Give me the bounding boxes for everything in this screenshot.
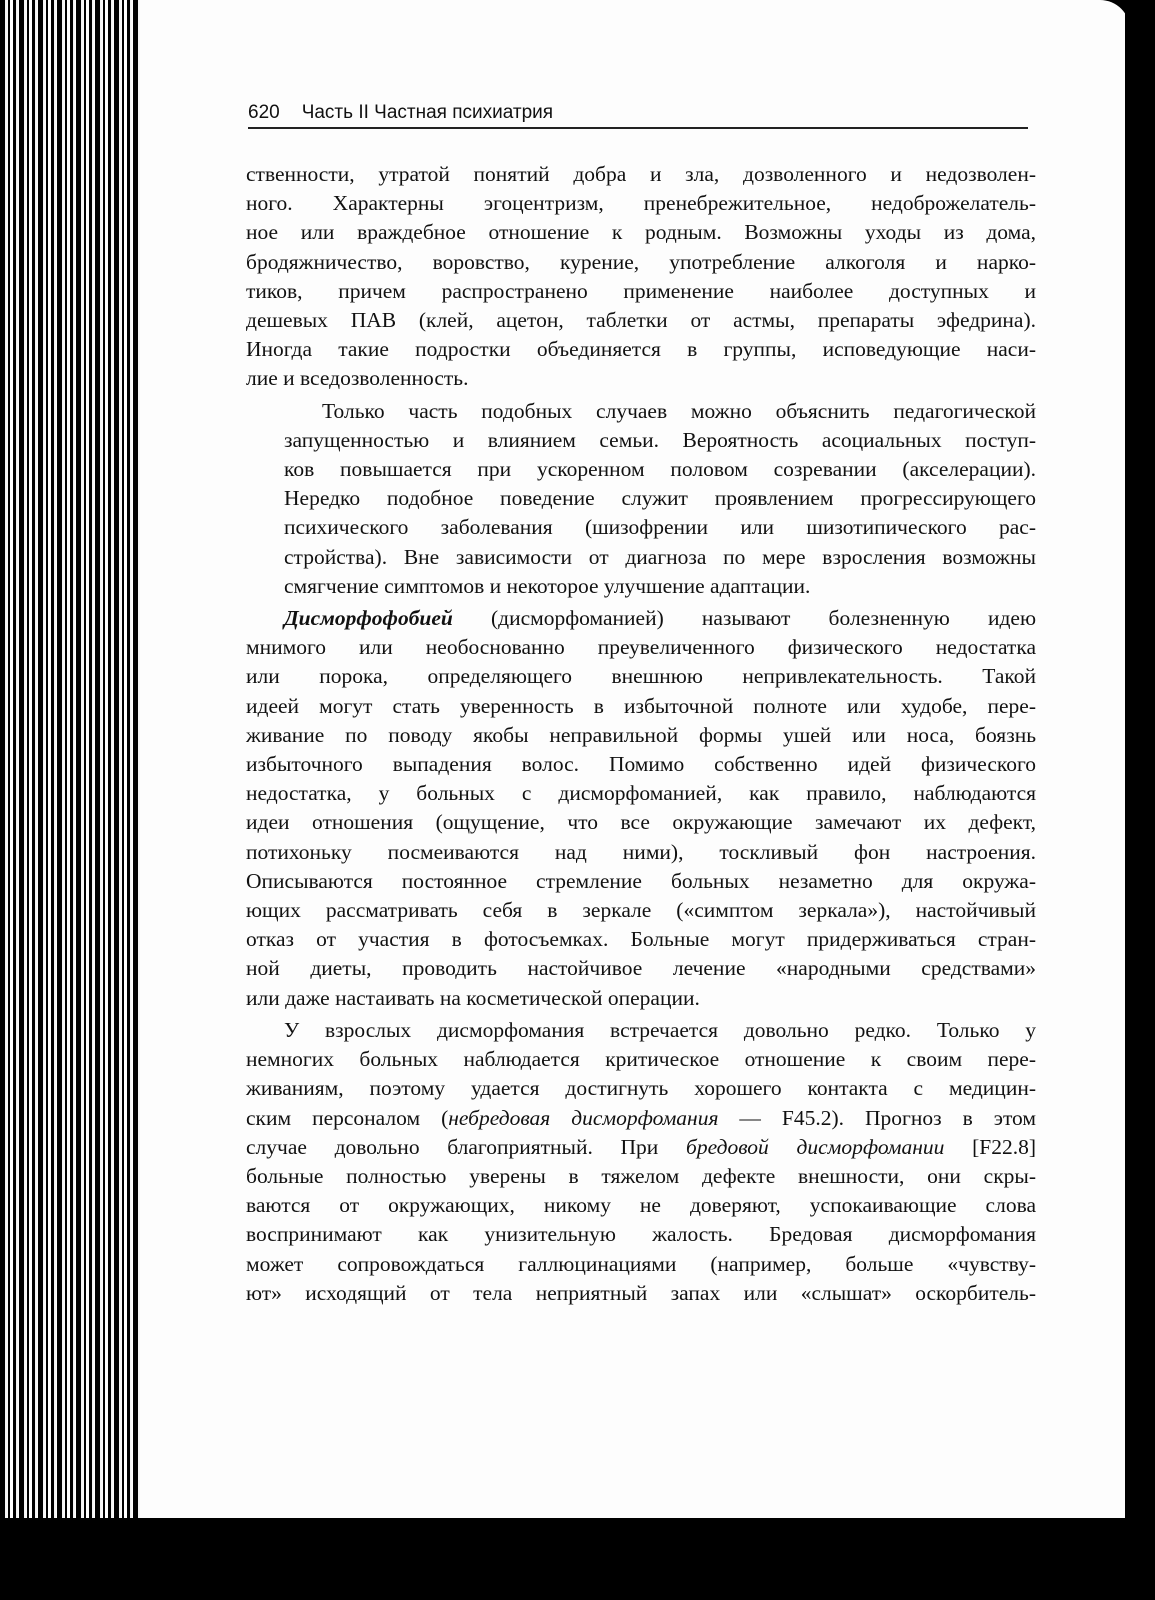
text-fragment: — F45.2). Прогноз в этом <box>718 1105 1037 1130</box>
text-line: мнимого или необоснованно преувеличенного физического недостатка <box>246 635 1036 660</box>
text-line: живание по поводу якобы неправильной формы ушей или носа, боязнь <box>246 722 1036 747</box>
text-line: ваются от окружающих, никому не доверяют, успокаивающие слова <box>246 1193 1036 1218</box>
text-line <box>246 1104 1036 1133</box>
text-fragment: [F22.8] <box>944 1134 1037 1159</box>
text-fragment: (дисморфоманией) называют болезненную идею <box>452 606 1036 631</box>
text-line: ков повышается при ускоренном половом созревании (акселерации). <box>284 457 1036 482</box>
text-line <box>246 604 1036 633</box>
book-page-edges <box>0 0 148 1520</box>
text-line: потихоньку посмеиваются над ними), тоскливый фон настроения. <box>246 839 1036 864</box>
text-line: У взрослых дисморфомания встречается довольно редко. Только у <box>284 1017 1036 1042</box>
running-title: Часть II Частная психиатрия <box>301 102 554 123</box>
text-line: немногих больных наблюдается критическое отношение к своим пере- <box>246 1047 1036 1072</box>
text-line: бродяжничество, воровство, курение, употребление алкоголя и нарко- <box>246 249 1036 274</box>
text-line: смягчение симптомов и некоторое улучшение адаптации. <box>284 573 811 598</box>
text-line: отказ от участия в фотосъемках. Больные могут придерживаться стран- <box>246 927 1036 952</box>
paragraph-4 <box>246 1016 1036 1308</box>
body-text <box>246 160 1036 1311</box>
text-line: может сопровождаться галлюцинациями (например, больше «чувству- <box>246 1251 1036 1276</box>
text-line: запущенностью и влиянием семьи. Вероятность асоциальных поступ- <box>284 427 1036 452</box>
paragraph-2 <box>246 397 1036 601</box>
text-line: воспринимают как унизительную жалость. Бредовая дисморфомания <box>246 1222 1036 1247</box>
text-line: избыточного выпадения волос. Помимо собственно идей физического <box>246 752 1036 777</box>
text-line: лие и вседозволенность. <box>246 366 469 391</box>
text-line: или даже настаивать на косметической операции. <box>246 985 700 1010</box>
text-line: Нередко подобное поведение служит проявлением прогрессирующего <box>284 486 1036 511</box>
text-line: психического заболевания (шизофрении или шизотипического рас- <box>284 515 1036 540</box>
text-line: Описываются постоянное стремление больных незаметно для окружа- <box>246 868 1036 893</box>
text-line: живаниям, поэтому удается достигнуть хорошего контакта с медицин- <box>246 1076 1036 1101</box>
text-line: дешевых ПАВ (клей, ацетон, таблетки от астмы, препараты эфедрина). <box>246 308 1036 333</box>
text-line: больные полностью уверены в тяжелом дефекте внешности, они скры- <box>246 1163 1036 1188</box>
scan-border-bottom <box>0 1518 1155 1600</box>
scan-border-right <box>1125 0 1155 1600</box>
text-line: ющих рассматривать себя в зеркале («симптом зеркала»), настойчивый <box>246 898 1036 923</box>
page-number: 620 <box>248 102 280 123</box>
paragraph-1 <box>246 160 1036 394</box>
text-line: или порока, определяющего внешнюю непривлекательность. Такой <box>246 664 1036 689</box>
text-line: Только часть подобных случаев можно объяснить педагогической <box>322 398 1036 423</box>
text-line <box>246 1133 1036 1162</box>
text-line: ной диеты, проводить настойчивое лечение «народными средствами» <box>246 956 1036 981</box>
text-line: ного. Характерны эгоцентризм, пренебрежительное, недоброжелатель- <box>246 191 1036 216</box>
paragraph-3 <box>246 604 1036 1013</box>
text-line: стройства). Вне зависимости от диагноза по мере взросления возможны <box>284 544 1036 569</box>
text-line: тиков, причем распространено применение наиболее доступных и <box>246 278 1036 303</box>
text-line: Иногда такие подростки объединяется в группы, исповедующие наси- <box>246 337 1036 362</box>
term-delusional: бредовой дисморфомании <box>686 1134 945 1159</box>
term-dysmorphophobia: Дисморфофобией <box>284 606 453 631</box>
text-line: недостатка, у больных с дисморфоманией, как правило, наблюдаются <box>246 781 1036 806</box>
text-fragment: случае довольно благоприятный. При <box>246 1134 687 1159</box>
text-line: ное или враждебное отношение к родным. Возможны уходы из дома, <box>246 220 1036 245</box>
text-line: идеи отношения (ощущение, что все окружающие замечают их дефект, <box>246 810 1036 835</box>
book-page <box>140 0 1130 1520</box>
running-head <box>248 102 1028 129</box>
text-line: идеей могут стать уверенность в избыточной полноте или худобе, пере- <box>246 693 1036 718</box>
text-line: ственности, утратой понятий добра и зла, дозволенного и недозволен- <box>246 162 1036 186</box>
text-line: ют» исходящий от тела неприятный запах или «слышат» оскорбитель- <box>246 1280 1036 1305</box>
term-non-delusional: небредовая дисморфомания <box>448 1105 719 1130</box>
text-fragment: ским персоналом ( <box>246 1105 449 1130</box>
